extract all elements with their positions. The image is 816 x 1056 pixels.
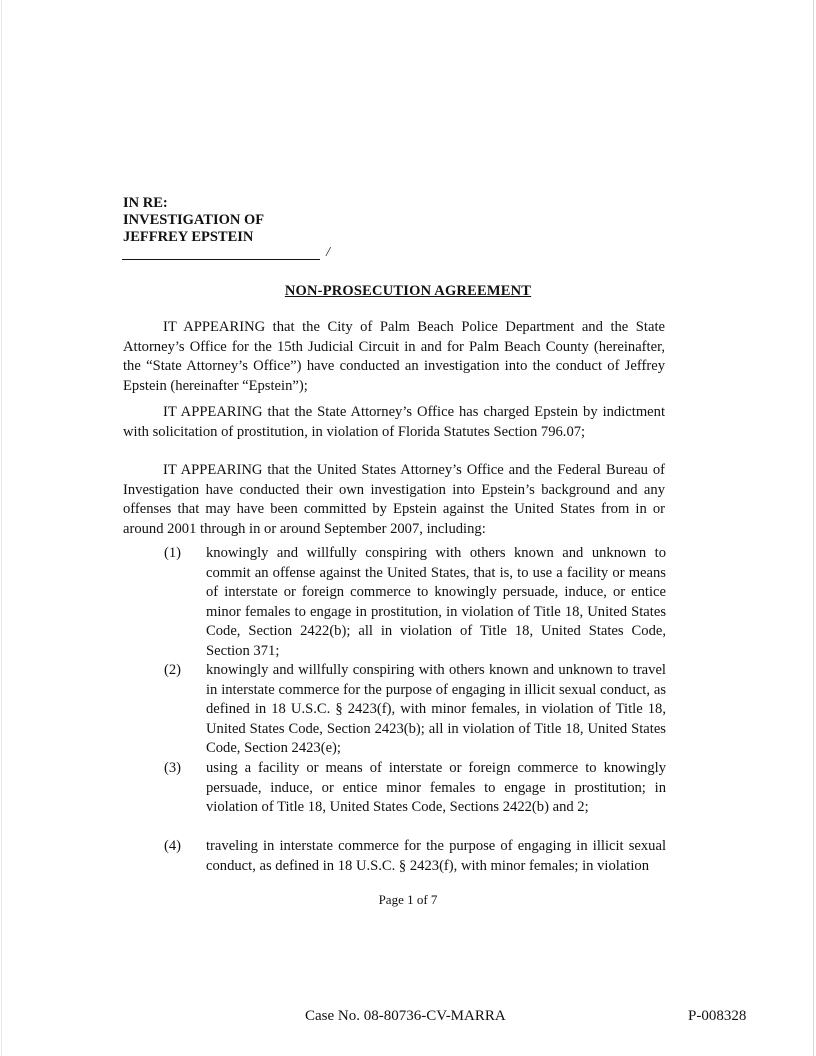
paragraph-3: IT APPEARING that the United States Attorney’s Office and the Federal Bureau of Investigation have conducted their own investigation into Epstein’s background and any offenses that may have been committed by Epstein against the United States from in or around 2001 through in or around September 2007, including: [123, 462, 665, 537]
bates-number: P-008328 [688, 1008, 747, 1024]
caption-line-investigation: INVESTIGATION OF [123, 212, 265, 228]
caption-line-name: JEFFREY EPSTEIN [123, 229, 254, 245]
caption-slash: / [326, 245, 330, 260]
case-number-footer: Case No. 08-80736-CV-MARRA [305, 1008, 506, 1024]
list-item-number: (3) [164, 760, 182, 776]
list-item-number: (1) [164, 545, 182, 561]
paragraph-1: IT APPEARING that the City of Palm Beach Police Department and the State Attorney’s Office for the 15th Judicial Circuit in and for Palm Beach County (hereinafter, the “State Attorney’s Office”) have conducted an investigation into the conduct of Jeffrey Epstein (hereinafter “Epstein”); [123, 319, 665, 394]
list-item-number: (4) [164, 838, 182, 854]
list-item [164, 544, 666, 661]
case-caption [123, 195, 264, 246]
list-item [164, 759, 666, 818]
list-item-text: traveling in interstate commerce for the purpose of engaging in illicit sexual conduct, as defined in 18 U.S.C. § 2423(f), with minor females; in violation [206, 838, 666, 874]
document-title-text: NON-PROSECUTION AGREEMENT [284, 283, 532, 299]
page-number: Page 1 of 7 [378, 892, 438, 907]
list-item-number: (2) [164, 662, 182, 678]
list-item-text: knowingly and willfully conspiring with others known and unknown to travel in interstate commerce for the purpose of engaging in illicit sexual conduct, as defined in 18 U.S.C. § 2423(f), with minor females, in violation of Title 18, United States Code, Section 2423(b); all in violation of Title 18, United States Code, Section 2423(e); [206, 662, 666, 756]
caption-line-in-re: IN RE: [123, 195, 168, 211]
list-item [164, 661, 666, 759]
caption-underline [122, 245, 330, 260]
list-item-text: knowingly and willfully conspiring with others known and unknown to commit an offense against the United States, that is, to use a facility or means of interstate or foreign commerce to knowingly persuade, induce, or entice minor females to engage in prostitution, in violation of Title 18, United States Code, Section 2422(b); all in violation of Title 18, United States Code, Section 371; [206, 545, 666, 659]
list-item-text: using a facility or means of interstate or foreign commerce to knowingly persuade, induce, or entice minor females to engage in prostitution; in violation of Title 18, United States Code, Sections 2422(b) and 2; [206, 760, 666, 815]
paragraph-2: IT APPEARING that the State Attorney’s Office has charged Epstein by indictment with solicitation of prostitution, in violation of Florida Statutes Section 796.07; [123, 404, 665, 440]
list-item [164, 837, 666, 876]
document-title [0, 283, 816, 300]
